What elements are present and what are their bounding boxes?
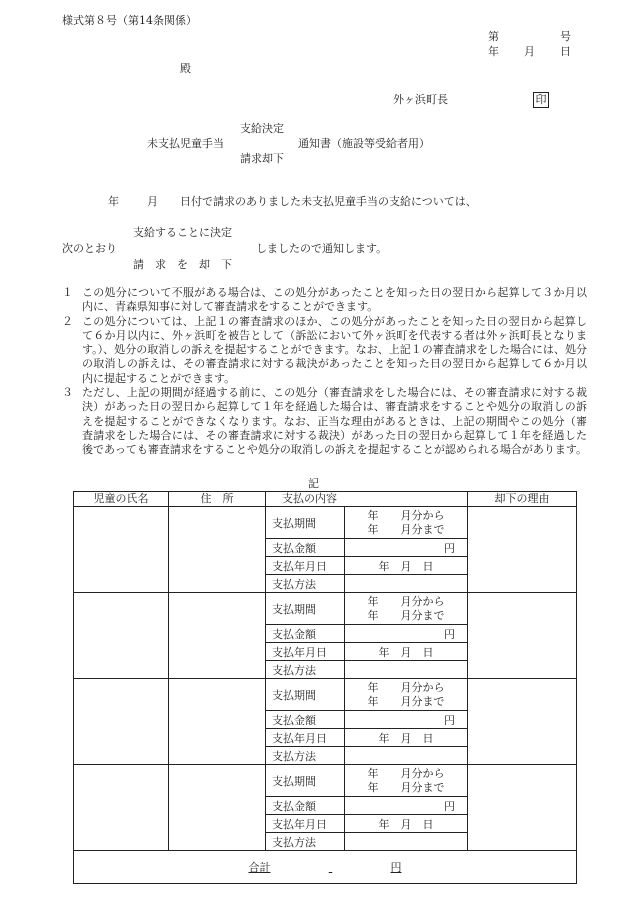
total-unit: 円 <box>390 861 402 874</box>
reason-cell[interactable] <box>468 679 577 765</box>
table-row <box>74 593 577 625</box>
date-year: 年 <box>488 45 499 58</box>
table-row <box>74 507 577 539</box>
title-suffix: 通知書（施設等受給者用） <box>298 137 430 150</box>
payment-table <box>73 491 577 884</box>
method-cell[interactable] <box>345 747 468 765</box>
amount-cell[interactable]: 円 <box>345 797 468 815</box>
method-cell[interactable] <box>345 661 468 679</box>
period-from: 年 月分から <box>367 508 445 522</box>
form-number: 様式第８号（第14条関係） <box>62 14 197 27</box>
total-label: 合計 <box>248 861 271 874</box>
total-row <box>74 851 577 884</box>
period-label: 支払期間 <box>266 593 345 625</box>
reason-cell[interactable] <box>468 765 577 851</box>
date-day: 日 <box>560 45 571 58</box>
paydate-cell[interactable]: 年 月 日 <box>345 643 468 661</box>
addressee-suffix: 殿 <box>180 62 191 75</box>
amount-label: 支払金額 <box>266 539 345 557</box>
child-name-cell[interactable] <box>74 507 169 593</box>
period-to: 年 月分まで <box>367 522 445 536</box>
period-label: 支払期間 <box>266 679 345 711</box>
paydate-cell[interactable]: 年 月 日 <box>345 815 468 833</box>
intro-choice-reject: 請 求 を 却 下 <box>133 258 232 271</box>
amount-cell[interactable]: 円 <box>345 539 468 557</box>
intro-tail: しましたので通知します。 <box>256 242 388 255</box>
paydate-label: 支払年月日 <box>266 643 345 661</box>
date-month: 月 <box>524 45 535 58</box>
method-label: 支払方法 <box>266 747 345 765</box>
note-item <box>62 315 587 386</box>
period-cell[interactable] <box>345 507 468 539</box>
seal-mark: 印 <box>533 92 549 108</box>
doc-no-suffix: 号 <box>560 30 571 43</box>
note-text: ただし、上記の期間が経過する前に、この処分（審査請求をした場合には、その審査請求に対する裁決）があった日の翌日から起算して１年を経過した場合は、審査請求をすることや処分の取消しの訴えを提起することができなくなります。なお、正当な理由があるときは、上記の期間やこの処分（審査請求をした場合には、その審査請求に対する裁決）があった日の翌日から起算して１年を経過した後であっても審査請求をすることや処分の取消しの訴えを提起することが認められる場合があります。 <box>82 386 588 457</box>
note-item <box>62 286 587 315</box>
note-number: ３ <box>62 386 73 400</box>
address-cell[interactable] <box>169 765 266 851</box>
notes-section <box>62 286 587 458</box>
period-label: 支払期間 <box>266 765 345 797</box>
header-address: 住 所 <box>169 492 266 507</box>
child-name-cell[interactable] <box>74 765 169 851</box>
period-label: 支払期間 <box>266 507 345 539</box>
amount-label: 支払金額 <box>266 711 345 729</box>
amount-label: 支払金額 <box>266 797 345 815</box>
note-text: この処分について不服がある場合は、この処分があったことを知った日の翌日から起算して３か月以内に、青森県知事に対して審査請求をすることができます。 <box>82 286 587 314</box>
method-label: 支払方法 <box>266 661 345 679</box>
ki-label: 記 <box>308 477 319 490</box>
intro-prefix: 次のとおり <box>62 242 117 255</box>
paydate-label: 支払年月日 <box>266 729 345 747</box>
title-subject: 未支払児童手当 <box>147 137 224 150</box>
period-from: 年 月分から <box>367 766 445 780</box>
intro-month: 月 <box>147 195 158 208</box>
header-reason: 却下の理由 <box>468 492 577 507</box>
child-name-cell[interactable] <box>74 593 169 679</box>
intro-text: 日付で請求のありました未支払児童手当の支給については、 <box>180 195 477 208</box>
period-cell[interactable] <box>345 679 468 711</box>
intro-choice-grant: 支給することに決定 <box>133 226 232 239</box>
address-cell[interactable] <box>169 507 266 593</box>
period-from: 年 月分から <box>367 594 445 608</box>
note-item <box>62 386 587 457</box>
reason-cell[interactable] <box>468 507 577 593</box>
title-option-reject: 請求却下 <box>240 152 284 165</box>
period-cell[interactable] <box>345 765 468 797</box>
paydate-label: 支払年月日 <box>266 815 345 833</box>
table-row <box>74 765 577 797</box>
issuer: 外ヶ浜町長 <box>393 93 448 106</box>
period-to: 年 月分まで <box>367 694 445 708</box>
header-child-name: 児童の氏名 <box>74 492 169 507</box>
method-cell[interactable] <box>345 833 468 851</box>
period-to: 年 月分まで <box>367 780 445 794</box>
note-number: ２ <box>62 314 73 328</box>
amount-cell[interactable]: 円 <box>345 625 468 643</box>
period-cell[interactable] <box>345 593 468 625</box>
amount-cell[interactable]: 円 <box>345 711 468 729</box>
table-row <box>74 679 577 711</box>
header-content: 支払の内容 <box>266 492 468 507</box>
method-label: 支払方法 <box>266 833 345 851</box>
amount-label: 支払金額 <box>266 625 345 643</box>
paydate-cell[interactable]: 年 月 日 <box>345 729 468 747</box>
doc-no-prefix: 第 <box>488 30 499 43</box>
address-cell[interactable] <box>169 593 266 679</box>
period-to: 年 月分まで <box>367 608 445 622</box>
total-cell[interactable] <box>74 851 577 884</box>
period-from: 年 月分から <box>367 680 445 694</box>
method-cell[interactable] <box>345 575 468 593</box>
title-option-grant: 支給決定 <box>240 122 284 135</box>
note-number: １ <box>62 286 73 299</box>
reason-cell[interactable] <box>468 593 577 679</box>
paydate-cell[interactable]: 年 月 日 <box>345 557 468 575</box>
method-label: 支払方法 <box>266 575 345 593</box>
child-name-cell[interactable] <box>74 679 169 765</box>
note-text: この処分については、上記１の審査請求のほか、この処分があったことを知った日の翌日から起算して６か月以内に、外ヶ浜町を被告として（訴訟において外ヶ浜町を代表する者は外ヶ浜町長となります。）、処分の取消しの訴えを提起することができます。なお、上記１の審査請求をした場合には、処分の取消しの訴えは、その審査請求に対する裁決があったことを知った日の翌日から起算して６か月以内に提起することができます。 <box>82 314 587 385</box>
address-cell[interactable] <box>169 679 266 765</box>
intro-year: 年 <box>108 195 119 208</box>
paydate-label: 支払年月日 <box>266 557 345 575</box>
